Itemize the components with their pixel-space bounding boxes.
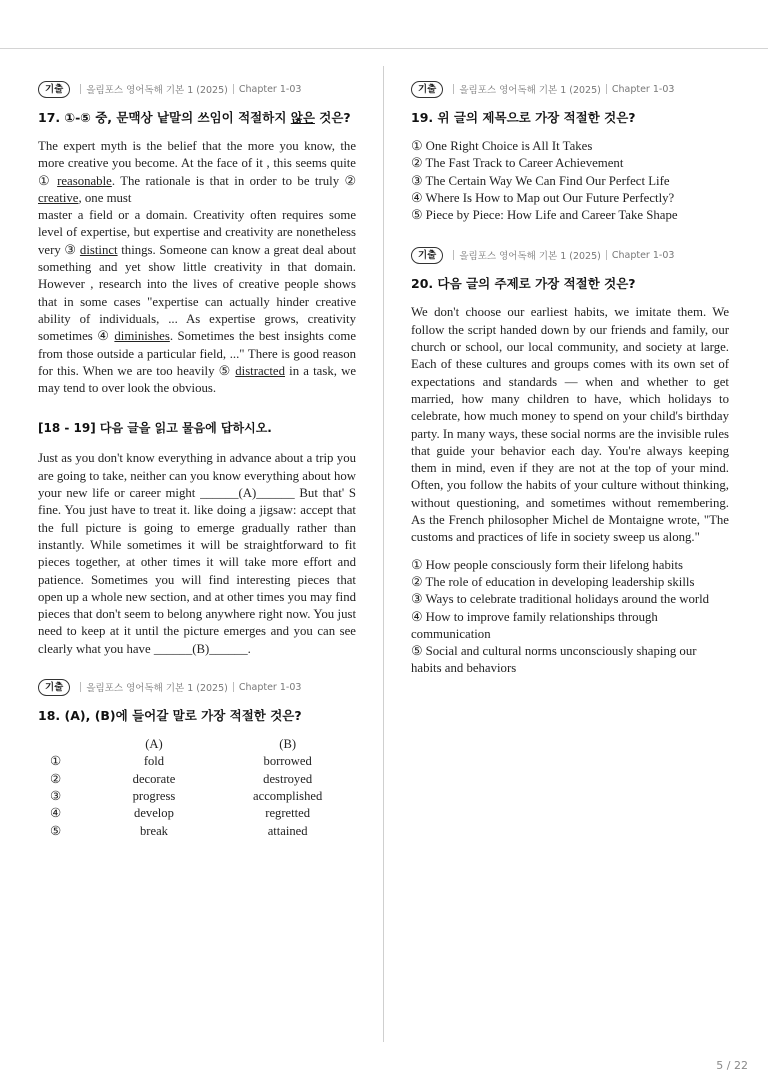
tag-separator (606, 84, 607, 94)
source-chapter: Chapter 1-03 (238, 681, 302, 693)
option-item: ① How people consciously form their lifelong habits (411, 557, 683, 572)
underlined-word: distinct (79, 242, 118, 257)
option-item: ④ How to improve family relationships through communication (411, 609, 658, 641)
source-chapter: Chapter 1-03 (611, 83, 675, 95)
option-item: ① One Right Choice is All It Takes (411, 139, 593, 153)
source-tag-18 (38, 678, 356, 696)
source-tag-20 (411, 246, 729, 264)
page-number: 5 / 22 (716, 1059, 748, 1072)
choice-row: ② decorate destroyed (50, 771, 313, 786)
choice-row: ⑤ break attained (50, 823, 308, 838)
tag-separator (453, 250, 454, 260)
option-item: ⑤ Piece by Piece: How Life and Career Take Shape (411, 208, 678, 223)
tag-separator (453, 84, 454, 94)
column-divider (383, 66, 384, 1042)
choice-header-row (42, 736, 356, 753)
source-tag-19 (411, 80, 729, 98)
option-item: ② The role of education in developing leadership skills (411, 574, 695, 589)
source-chapter: Chapter 1-03 (611, 249, 675, 261)
exam-badge: 기출 (38, 81, 70, 98)
exam-badge: 기출 (38, 679, 70, 696)
question-18-choices (42, 736, 356, 840)
option-item: ③ Ways to celebrate traditional holidays around the world (411, 592, 710, 607)
underlined-word: diminishes (114, 329, 170, 344)
tag-separator (233, 682, 234, 692)
tag-separator (233, 84, 234, 94)
choice-row: ① fold borrowed (50, 754, 312, 769)
option-item: ⑤ Social and cultural norms unconsciously shaping our habits and behaviors (411, 644, 697, 676)
source-tag-17 (38, 80, 356, 98)
question-19-title: 19. 위 글의 제목으로 가장 적절한 것은? (411, 110, 636, 125)
source-book: 올림포스 영어독해 기본 1 (2025) (86, 85, 228, 96)
source-book: 올림포스 영어독해 기본 1 (2025) (459, 251, 601, 263)
option-item: ④ Where Is How to Map out Our Future Perfectly? (411, 190, 675, 205)
question-17-title: 17. ①-⑤ 중, 문맥상 낱말의 쓰임이 적절하지 않은 것은? (38, 110, 351, 125)
exam-badge: 기출 (411, 247, 443, 264)
underlined-word: creative (38, 190, 79, 205)
tag-separator (80, 682, 81, 692)
question-17-passage: The expert myth is the belief that the more you know, the more creative you become. At the face of it , this seems quite ① reasonable. The rationale is that in order to be truly ② creative, one must master a field or a domain. Creativity often requires some level of expertise, but expertise and creativity are nonetheless very ③ distinct things. Someone can know a great deal about something and yet show little creativity in that domain. However , research into the lives of creative people shows that in some cases "expertise can actually hinder creative ability of individuals, ... As expertise grows, creativity sometimes ④ diminishes. Sometimes the best insights come from those outside a particular field, ..." There is good reason for this. When we are too heavily ⑤ distracted in a task, we may tend to over look the obvious. (38, 139, 357, 396)
underlined-word: reasonable (57, 173, 112, 188)
question-20-title: 20. 다음 글의 주제로 가장 적절한 것은? (411, 276, 636, 292)
left-column (38, 80, 356, 840)
instruction-18-19: [18 - 19] 다음 글을 읽고 물음에 답하시오. (38, 421, 272, 436)
column-b-header: (B) (279, 737, 297, 752)
question-18-title: 18. (A), (B)에 들어갈 말로 가장 적절한 것은? (38, 708, 302, 724)
column-a-header: (A) (145, 737, 163, 752)
question-20-options (411, 557, 729, 678)
option-item: ③ The Certain Way We Can Find Our Perfect Life (411, 173, 670, 188)
header-rule (0, 48, 768, 49)
passage-18-19: Just as you don't know everything in advance about a trip you are going to take, neither can you know everything about how your new life or career might ______(A)______ But that' S fine. You just have to treat it. like doing a jigsaw: accept that the full picture is going to emerge gradually rather than instantly. While sometimes it will be straightforward to fit pieces together, at other times it will take more effort and patience. Sometimes you will find interesting pieces that open up a whole new section, and at other times you may find pieces that don't seem to belong anywhere right now. You just need to keep at it until the picture emerges and you can see clearly what you have ______(B)______. (38, 451, 356, 656)
right-column (411, 80, 729, 678)
tag-separator (606, 250, 607, 260)
question-20-passage: We don't choose our earliest habits, we imitate them. We follow the script handed down by our friends and family, our church or school, our local community, and society at large. Each of these cultures and groups comes with its own set of expectations and standards — when and whether to get married, how many children to have, which holidays to celebrate, how much money to spend on your child's birthday party. In many ways, these social norms are the invisible rules that guide your behavior each day. You're always keeping them in mind, even if they are not at the top of your mind. Often, you follow the habits of your culture without thinking, without questioning, and sometimes without remembering. As the French philosopher Michel de Montaigne wrote, "The customs and practices of life in society sweep us along." (411, 305, 729, 545)
tag-separator (80, 84, 81, 94)
source-book: 올림포스 영어독해 기본 1 (2025) (86, 683, 228, 695)
choice-row: ④ develop regretted (50, 806, 311, 821)
source-book: 올림포스 영어독해 기본 1 (2025) (459, 85, 601, 96)
underlined-word: distracted (235, 363, 285, 378)
question-19-options (411, 138, 729, 224)
choice-row: ③ progress accomplished (50, 788, 323, 803)
exam-badge: 기출 (411, 81, 443, 98)
source-chapter: Chapter 1-03 (238, 83, 302, 95)
option-item: ② The Fast Track to Career Achievement (411, 156, 624, 171)
